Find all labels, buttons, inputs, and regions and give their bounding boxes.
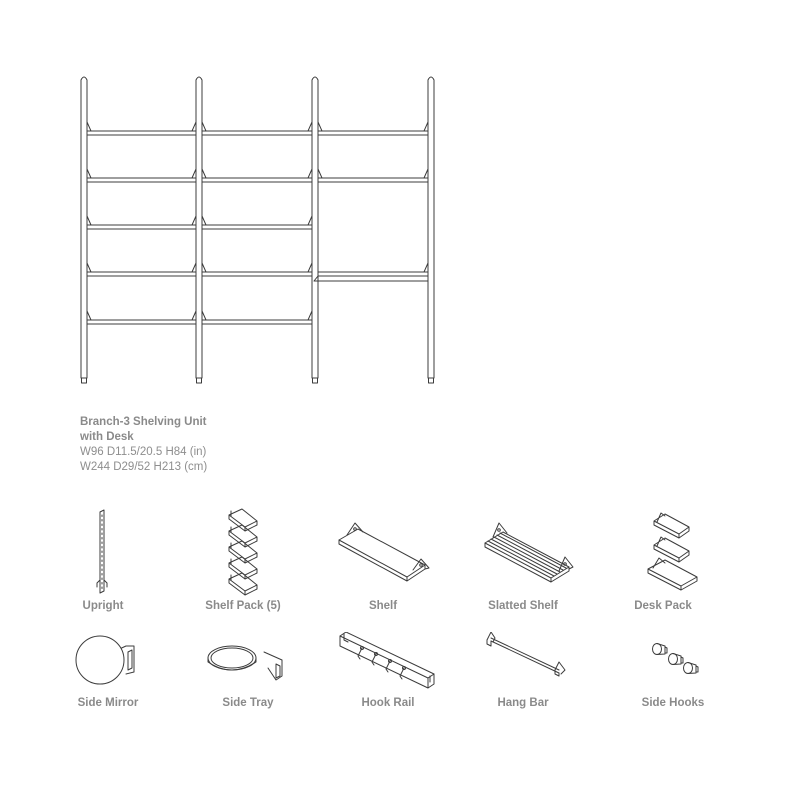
upright-icon	[33, 507, 173, 602]
component-hang-bar	[453, 632, 593, 727]
component-shelf-pack	[173, 507, 313, 612]
upright-1	[81, 77, 87, 383]
side-hooks-icon	[603, 632, 743, 702]
hang-bar-icon	[453, 632, 593, 702]
component-side-tray	[178, 632, 318, 727]
component-side-mirror	[38, 632, 178, 727]
component-label: Slatted Shelf	[488, 600, 558, 612]
shelf-bay3-2	[318, 169, 428, 182]
shelf-bay2-2	[202, 169, 312, 182]
component-upright	[33, 507, 173, 612]
slatted-shelf-icon	[453, 507, 593, 602]
component-label: Hang Bar	[497, 697, 549, 709]
component-label: Shelf	[368, 600, 398, 612]
shelf-bay1-1	[87, 122, 196, 135]
product-title-line2: with Desk	[80, 431, 134, 443]
shelf-bay2-4	[202, 263, 312, 276]
upright-3	[312, 77, 318, 383]
shelf-bay2-3	[202, 216, 312, 229]
side-mirror-icon	[38, 632, 178, 702]
component-side-hooks	[603, 632, 743, 727]
shelf-bay2-1	[202, 122, 312, 135]
shelf-bay1-5	[87, 311, 196, 324]
component-label: Side Mirror	[77, 697, 139, 709]
component-label: Shelf Pack (5)	[205, 600, 281, 612]
component-desk-pack	[593, 507, 733, 612]
shelf-bay1-3	[87, 216, 196, 229]
component-label: Side Tray	[222, 697, 274, 709]
component-label: Desk Pack	[634, 600, 692, 612]
product-info	[80, 415, 207, 475]
shelf-bay3-1	[318, 122, 428, 135]
desk-surface	[314, 263, 428, 281]
shelf-pack-icon	[173, 507, 313, 602]
product-dimensions-in: W96 D11.5/20.5 H84 (in)	[80, 446, 207, 458]
component-shelf	[313, 507, 453, 612]
upright-2	[196, 77, 202, 383]
desk-pack-icon	[593, 507, 733, 602]
side-tray-icon	[178, 632, 318, 702]
component-hook-rail	[318, 632, 458, 727]
component-slatted-shelf	[453, 507, 593, 612]
shelf-bay1-4	[87, 263, 196, 276]
shelf-bay1-2	[87, 169, 196, 182]
component-label: Hook Rail	[361, 697, 415, 709]
component-label: Upright	[82, 600, 124, 612]
product-title-line1: Branch-3 Shelving Unit	[80, 416, 207, 428]
shelf-icon	[313, 507, 453, 602]
upright-4	[428, 77, 434, 383]
shelf-bay2-5	[202, 311, 312, 324]
component-label: Side Hooks	[641, 697, 705, 709]
hook-rail-icon	[318, 632, 458, 702]
product-dimensions-cm: W244 D29/52 H213 (cm)	[80, 461, 208, 473]
